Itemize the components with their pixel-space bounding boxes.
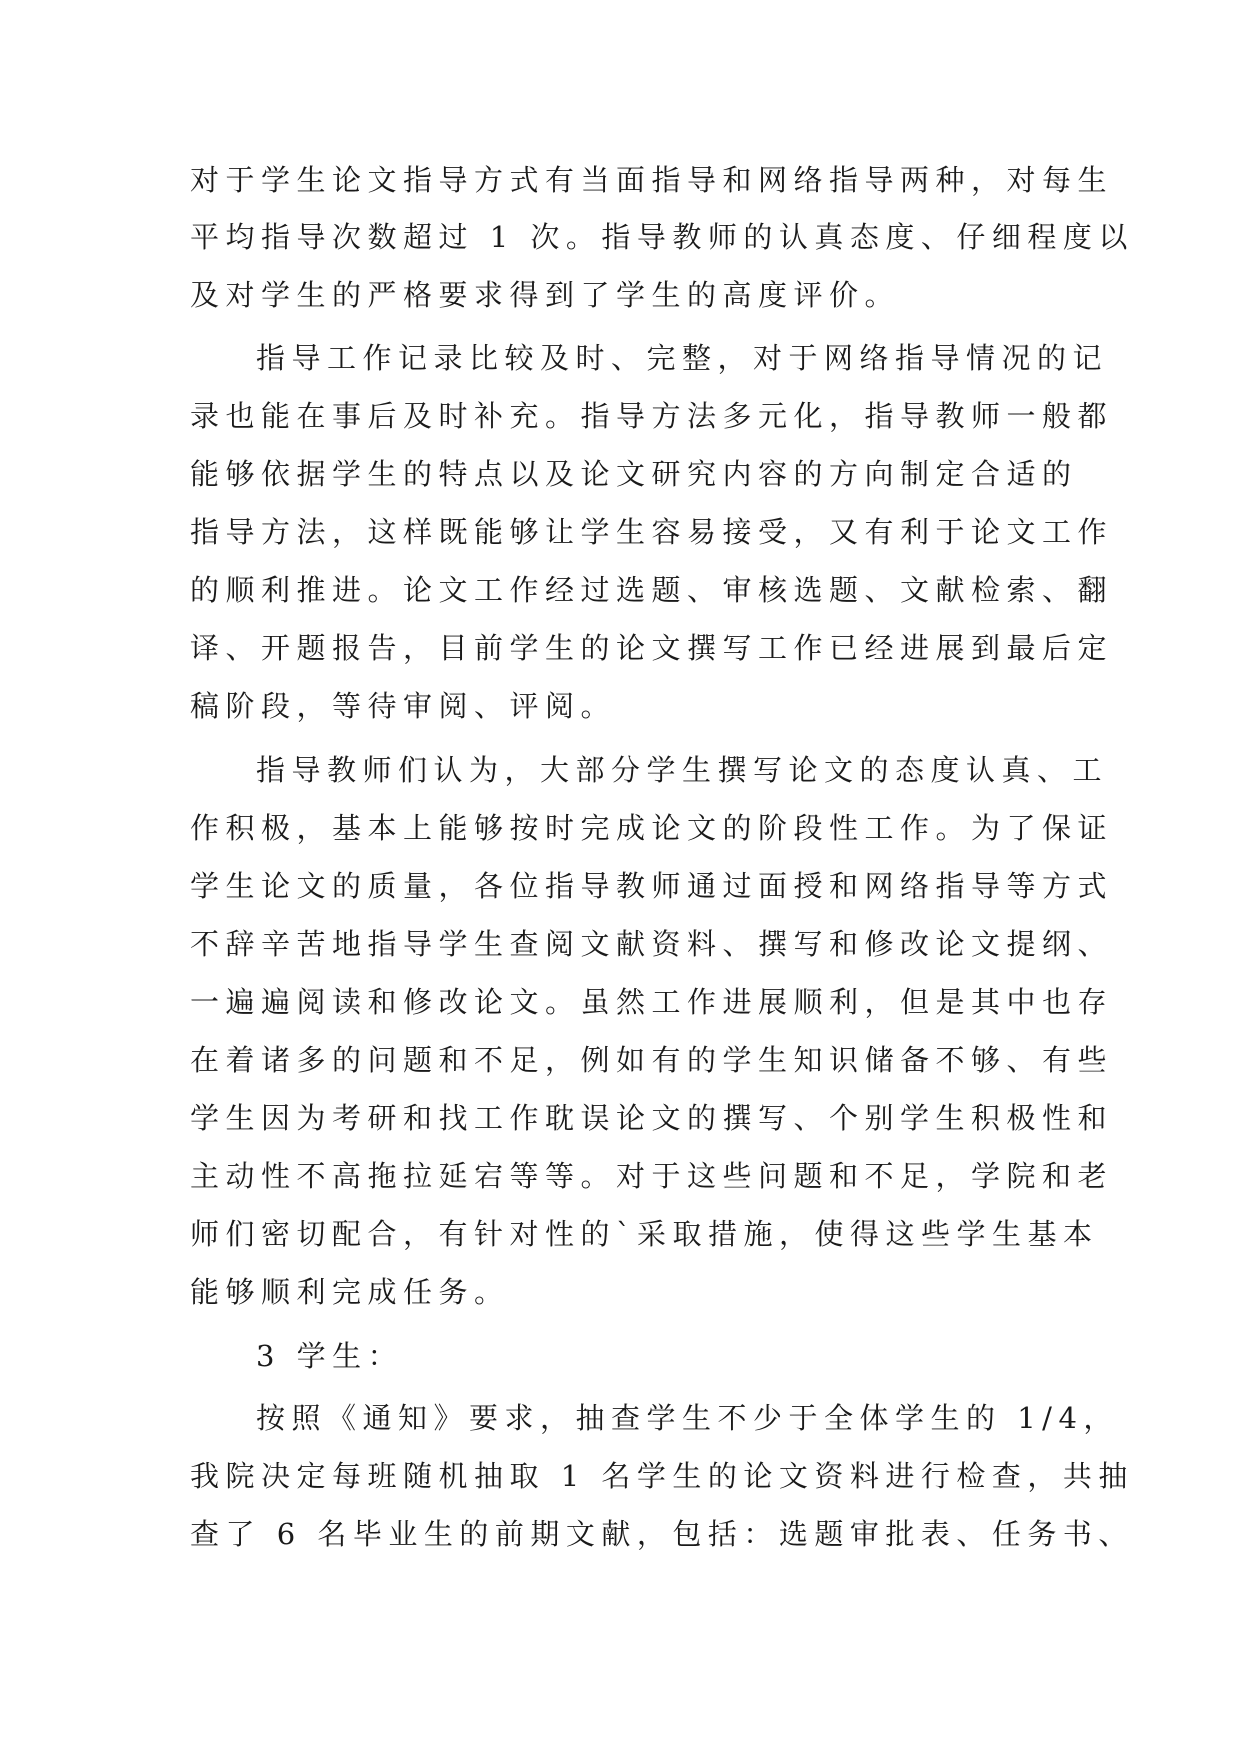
text-line: 不辞辛苦地指导学生查阅文献资料、撰写和修改论文提纲、: [190, 927, 1114, 961]
paragraph-first-line: 指导教师们认为，大部分学生撰写论文的态度认真、工: [256, 753, 1109, 787]
text-line: 译、开题报告，目前学生的论文撰写工作已经进展到最后定: [190, 631, 1114, 665]
text-line: 录也能在事后及时补充。指导方法多元化，指导教师一般都: [190, 399, 1114, 433]
text-line: 一遍遍阅读和修改论文。虽然工作进展顺利，但是其中也存: [190, 985, 1114, 1019]
text-line: 指导方法，这样既能够让学生容易接受，又有利于论文工作: [190, 515, 1114, 549]
text-line: 及对学生的严格要求得到了学生的高度评价。: [190, 278, 901, 312]
text-line: 在着诸多的问题和不足，例如有的学生知识储备不够、有些: [190, 1043, 1114, 1077]
text-line: 我院决定每班随机抽取 1 名学生的论文资料进行检查，共抽: [190, 1459, 1134, 1493]
text-line: 查了 6 名毕业生的前期文献，包括：选题审批表、任务书、: [190, 1517, 1134, 1551]
text-line: 学生论文的质量，各位指导教师通过面授和网络指导等方式: [190, 869, 1114, 903]
text-line: 作积极，基本上能够按时完成论文的阶段性工作。为了保证: [190, 811, 1114, 845]
paragraph-first-line: 指导工作记录比较及时、完整，对于网络指导情况的记: [256, 341, 1109, 375]
text-line: 学生因为考研和找工作耽误论文的撰写、个别学生积极性和: [190, 1101, 1114, 1135]
text-line: 平均指导次数超过 1 次。指导教师的认真态度、仔细程度以: [190, 220, 1134, 254]
section-heading: 3 学生：: [256, 1339, 404, 1373]
text-line: 对于学生论文指导方式有当面指导和网络指导两种，对每生: [190, 163, 1114, 197]
text-line: 师们密切配合，有针对性的`采取措施，使得这些学生基本: [190, 1217, 1099, 1251]
text-line: 能够依据学生的特点以及论文研究内容的方向制定合适的: [190, 457, 1078, 491]
text-line: 主动性不高拖拉延宕等等。对于这些问题和不足，学院和老: [190, 1159, 1114, 1193]
text-line: 能够顺利完成任务。: [190, 1275, 510, 1309]
text-line: 的顺利推进。论文工作经过选题、审核选题、文献检索、翻: [190, 573, 1114, 607]
text-line: 稿阶段，等待审阅、评阅。: [190, 689, 617, 723]
paragraph-first-line: 按照《通知》要求，抽查学生不少于全体学生的 1/4，: [256, 1401, 1119, 1435]
